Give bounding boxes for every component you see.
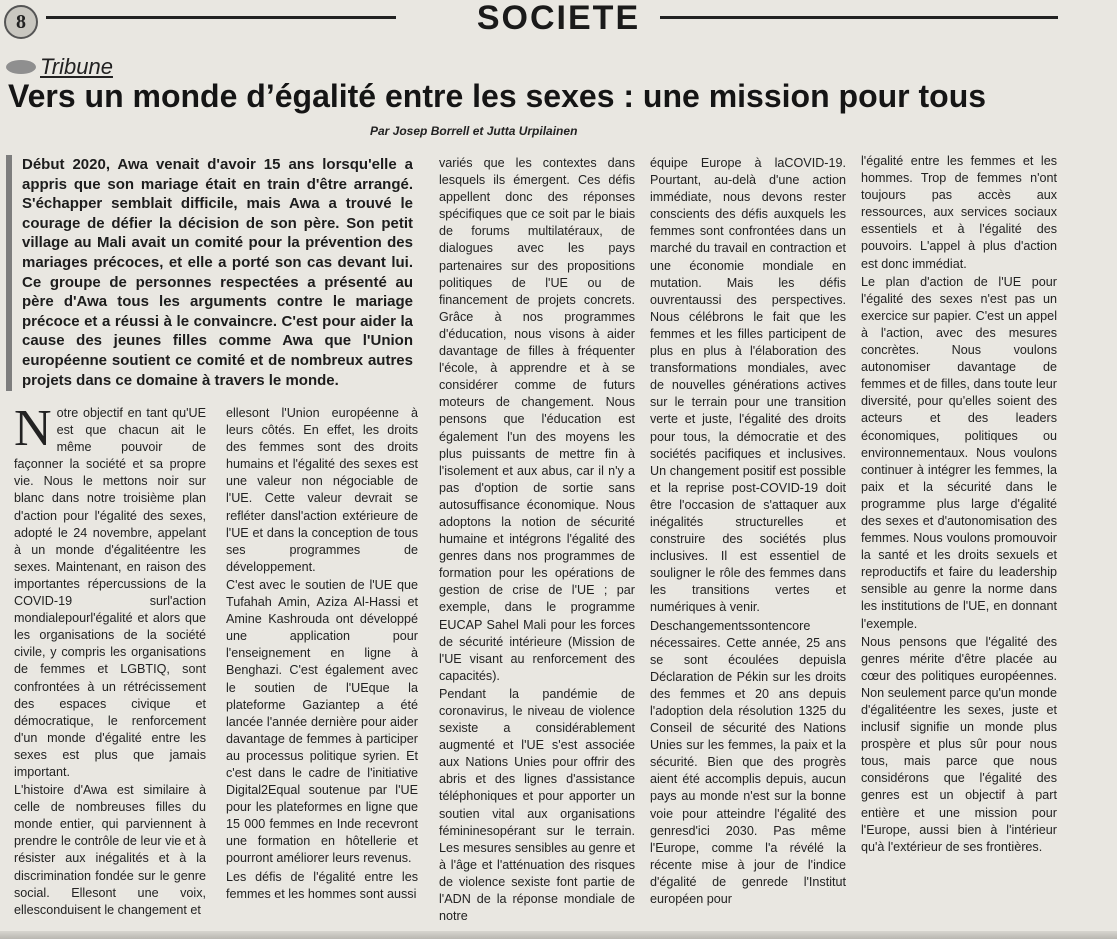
column-paragraph: variés que les contextes dans lesquels ils émergent. Ces défis appellent donc des réponses spécifiques que ce soit par le biais de forums multilatéraux, de dialogues avec les pays partenaires sur des propositions politiques de l'UE ou de financement de projets concrets. Grâce à nos programmes d'éducation, nous visons à aider davantage de filles à fréquenter l'école, à apprendre et à se considérer comme de futurs moteurs de changement. Nous pensons que l'éducation est également l'un des moyens les plus puissants de mettre fin à l'isolement et aux abus, car il n'y a pas d'option de sortie sans autosuffisance économique. Nous adoptons la notion de sécurité humaine et intégrons l'égalité des genres dans nos programmes de formation pour les opérations de gestion de crise de l'UE ; par exemple, dans le programme EUCAP Sahel Mali pour les forces de sécurité intérieure (Mission de l'UE visant au renforcement des capacités). — [439, 156, 635, 683]
column-paragraph: Le plan d'action de l'UE pour l'égalité des sexes n'est pas un exercice sur papier. C'est un appel à l'action, avec des mesures concrètes. Nous voulons autonomiser davantage de femmes et de filles, dans toute leur diversité, pour qu'elles soient des acteurs et des leaders économiques, politiques ou environnementaux. Nous voulons continuer à intégrer les femmes, la paix et la sécurité dans le programme plus large d'égalité des sexes et d'autonomisation des femmes. Nous voulons promouvoir la santé et les droits sexuels et reproductifs et faire du leadership sensible au genre la norme dans les institutions de l'UE, en donnant l'exemple. — [861, 274, 1057, 631]
page-number: 8 — [4, 5, 38, 39]
drop-cap: N — [14, 405, 52, 457]
column-paragraph: Les défis de l'égalité entre les femmes et les hommes sont aussi — [226, 869, 418, 901]
article-column-2 — [226, 405, 418, 935]
section-title: SOCIETE — [476, 0, 641, 37]
page-edge-shadow — [0, 931, 1117, 939]
paragraph-text: otre objectif en tant qu'UE est que chacun ait le même pouvoir de façonner la société et sa propre vie. Nous le mettons noir sur blanc dans notre troisième plan d'action pour l'égalité des sexes, adopté le 24 novembre, appelant à un monde d'égalitéentre les sexes. Maintenant, en raison des importantes répercussions de la COVID-19 surl'action mondialepourl'égalité et alors que les organisations de la société civile, y compris les organisations de femmes et LGBTIQ, sont confrontées à un rétrécissement des espaces civique et démocratique, le renforcement d'un monde d'égalité entre les sexes est plus que jamais important. — [14, 406, 206, 779]
column-paragraph: Pendant la pandémie de coronavirus, le niveau de violence sexiste a considérablement augmenté et l'UE s'est associée aux Nations Unies pour offrir des abris et des lignes d'assistance téléphoniques et pour apporter un soutien vital aux organisations fémininesopérant sur le terrain. Les mesures sensibles au genre et à l'âge et l'atténuation des risques de violence sexiste font partie de l'ADN de la réponse mondiale de notre — [439, 686, 635, 924]
headline: Vers un monde d’égalité entre les sexes : une mission pour tous — [8, 78, 987, 114]
column-paragraph: Deschangementssontencore nécessaires. Cette année, 25 ans se sont écoulées depuisla Déclaration de Pékin sur les droits des femmes et 20 ans depuis l'adoption dela résolution 1325 du Conseil de sécurité des Nations Unies sur les femmes, la paix et la sécurité. Bien que des progrès aient été accomplis depuis, aucun pays au monde n'est sur la bonne voie pour atteindre l'égalité des genresd'ici 2030. Pas même l'Europe, comme l'a révélé la récente mise à jour de l'indice d'égalité de genrede l'Institut européen pour — [650, 618, 846, 907]
article-column-5 — [861, 153, 1057, 933]
rubric — [6, 54, 113, 80]
rubric-label: Tribune — [40, 54, 113, 79]
column-paragraph — [14, 405, 206, 781]
column-paragraph: équipe Europe à laCOVID-19. Pourtant, au-delà d'une action immédiate, nous devons rester conscients des défis auxquels les femmes sont confrontées dans un marché du travail en contraction et une économie mondiale en mutation. Mais les défis ouvrentaussi des perspectives. Nous célébrons le fait que les femmes et les filles participent de plus en plus à l'élaboration des transformations mondiales, avec de nouvelles générations actives sur le terrain pour une transition verte et juste, l'égalité des droits pour tous, la démocratie et des sociétés pacifiques et inclusives. Un changement positif est possible et la reprise post-COVID-19 doit être l'occasion de s'attaquer aux inégalités structurelles et construire des sociétés plus inclusives. Il est essentiel de souligner le rôle des femmes dans les transitions vertes et numériques à venir. — [650, 156, 846, 615]
article-column-3 — [439, 155, 635, 935]
article-column-1 — [14, 405, 206, 935]
rubric-bullet-icon — [6, 60, 36, 74]
column-paragraph: C'est avec le soutien de l'UE que Tufahah Amin, Aziza Al-Hassi et Amine Kashrouda ont développé une application pour l'enseignement en ligne à Benghazi. C'est également avec le soutien de l'UEque la plateforme Gaziantep a été lancée l'année dernière pour aider davantage de femmes à participer au processus politique syrien. Et c'est dans le cadre de l'initiative Digital2Equal soutenue par l'UE pour les plateformes en ligne que 15 000 femmes en Inde recevront une formation en hôtellerie et pourront améliorer leurs revenus. — [226, 577, 418, 866]
column-paragraph: Nous pensons que l'égalité des genres mérite d'être placée au cœur des politiques européennes. Non seulement parce qu'un monde d'égalitéentre les sexes, juste et inclusif signifie un monde plus prospère et plus sûr pour nous tous, mais parce que nous considérons que l'égalité des genres est un objectif à part entière et une mission pour l'Europe, aussi bien à l'intérieur qu'à l'extérieur de ses frontières. — [861, 634, 1057, 854]
article-column-4 — [650, 155, 846, 935]
byline: Par Josep Borrell et Jutta Urpilainen — [370, 124, 578, 138]
column-paragraph: ellesont l'Union européenne à leurs côtés. En effet, les droits des femmes sont des droits humains et l'égalité des sexes est une valeur non négociable de l'UE. Cette valeur devrait se refléter dansl'action extérieure de l'UE et dans la conception de tous ses programmes de développement. — [226, 406, 418, 574]
column-paragraph: l'égalité entre les femmes et les hommes. Trop de femmes n'ont toujours pas accès aux ressources, aux services sociaux essentiels et à l'égalité des pouvoirs. L'appel à plus d'action est donc immédiat. — [861, 154, 1057, 271]
column-paragraph: L'histoire d'Awa est similaire à celle de nombreuses filles du monde entier, qui parviennent à prendre le contrôle de leur vie et à résister aux inégalités et à la discrimination fondée sur le genre social. Ellesont une voix, ellesconduisent le changement et — [14, 783, 206, 917]
lead-paragraph: Début 2020, Awa venait d'avoir 15 ans lorsqu'elle a appris que son mariage était en train d'être arrangé. S'échapper semblait difficile, mais Awa a trouvé le courage de défier la décision de son père. Son petit village au Mali avait un comité pour la prévention des mariages précoces, et elle a porté son cas devant lui. Ce groupe de personnes respectées a présenté au père d'Awa tous les arguments contre le mariage précoce et a réussi à le convaincre. C'est pour aider la cause des jeunes filles comme Awa que l'Union européenne soutient ce comité et de nombreux autres projets dans ce domaine à travers le monde. — [6, 155, 413, 391]
